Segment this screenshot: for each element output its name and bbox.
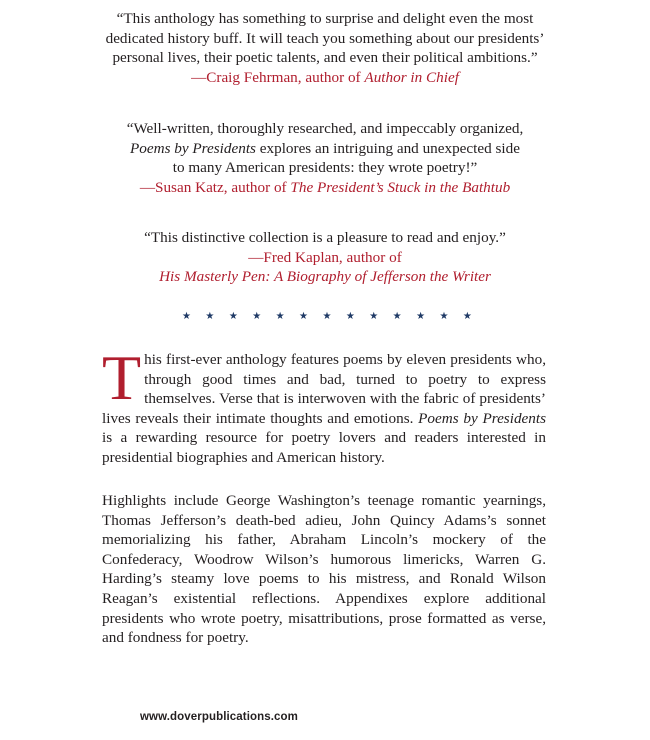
- star-icon: ★: [182, 311, 191, 322]
- description-paragraph-1: [102, 342, 546, 468]
- quote-text-line: personal lives, their poetic talents, and even their political ambitions.”: [112, 49, 538, 67]
- quote-attribution: [60, 178, 590, 198]
- description-paragraph-2: [102, 491, 546, 648]
- description-text: [102, 342, 546, 468]
- description-book-title: Poems by Presidents: [418, 409, 546, 427]
- star-icon: ★: [439, 311, 449, 322]
- star-icon: ★: [416, 311, 426, 322]
- star-icon: ★: [299, 311, 308, 322]
- star-icon: ★: [369, 311, 379, 322]
- attribution-book-title: The President’s Stuck in the Bathtub: [290, 178, 511, 196]
- attribution-book-title-text: His Masterly Pen: A Biography of Jefferson the Writer: [159, 268, 491, 286]
- quote-katz: [60, 119, 590, 197]
- description-text: Highlights include George Washington’s teenage romantic yearnings, Thomas Jefferson’s death-bed adieu, John Quincy Adams’s sonnet memorializing his father, Abraham Lincoln’s mockery of the Confederacy, Woodrow Wilson’s humorous limericks, Warren G. Harding’s steamy love poems to his mistress, and Ronald Wilson Reagan’s existential reflections. Appendixes explore additional presidents who wrote poetry, misattributions, prose formatted as verse, and fondness for poetry.: [102, 492, 546, 647]
- quote-fehrman: [60, 9, 590, 87]
- quote-text-line: “This anthology has something to surprise and delight even the most: [116, 10, 534, 27]
- publisher-website: www.doverpublications.com: [140, 711, 298, 723]
- quote-attribution: [60, 68, 590, 88]
- quote-book-title: Poems by Presidents: [129, 139, 256, 157]
- star-icon: ★: [322, 311, 332, 322]
- star-icon: ★: [252, 311, 262, 322]
- quote-text-line: “This distinctive collection is a pleasure to read and enjoy.”: [144, 229, 506, 246]
- star-icon: ★: [392, 311, 402, 322]
- quote-kaplan: [60, 228, 590, 287]
- attribution-author: —Susan Katz, author of: [139, 178, 291, 196]
- description-segment: is a rewarding resource for poetry lovers and readers interested in presidential biographies and American history.: [102, 429, 546, 466]
- quote-text-line: dedicated history buff. It will teach you something about our presidents’: [105, 29, 545, 47]
- attribution-author: —Craig Fehrman, author of: [191, 68, 365, 86]
- description-segment: his first-ever anthology features poems by eleven presidents who, through good times and bad, turned to poetry to express themselves. Verse that is interwoven with the fabric of presidents’ lives reveals their intimate thoughts and emotions.: [102, 351, 546, 427]
- star-divider: [182, 310, 472, 324]
- quote-text-line: “Well-written, thoroughly researched, and impeccably organized,: [126, 120, 524, 137]
- star-icon: ★: [205, 311, 215, 322]
- quote-text-line: [60, 139, 590, 159]
- attribution-book-title: Author in Chief: [364, 68, 459, 86]
- quote-text-segment: explores an intriguing and unexpected side: [255, 139, 520, 157]
- drop-cap: T: [102, 342, 142, 413]
- star-icon: ★: [228, 311, 238, 322]
- star-icon: ★: [275, 311, 285, 322]
- star-icon: ★: [462, 311, 472, 322]
- star-icon: ★: [345, 311, 355, 322]
- attribution-book-title: [60, 267, 590, 287]
- quote-text-line: to many American presidents: they wrote poetry!”: [172, 159, 478, 177]
- attribution-author: —Fred Kaplan, author of: [248, 248, 402, 266]
